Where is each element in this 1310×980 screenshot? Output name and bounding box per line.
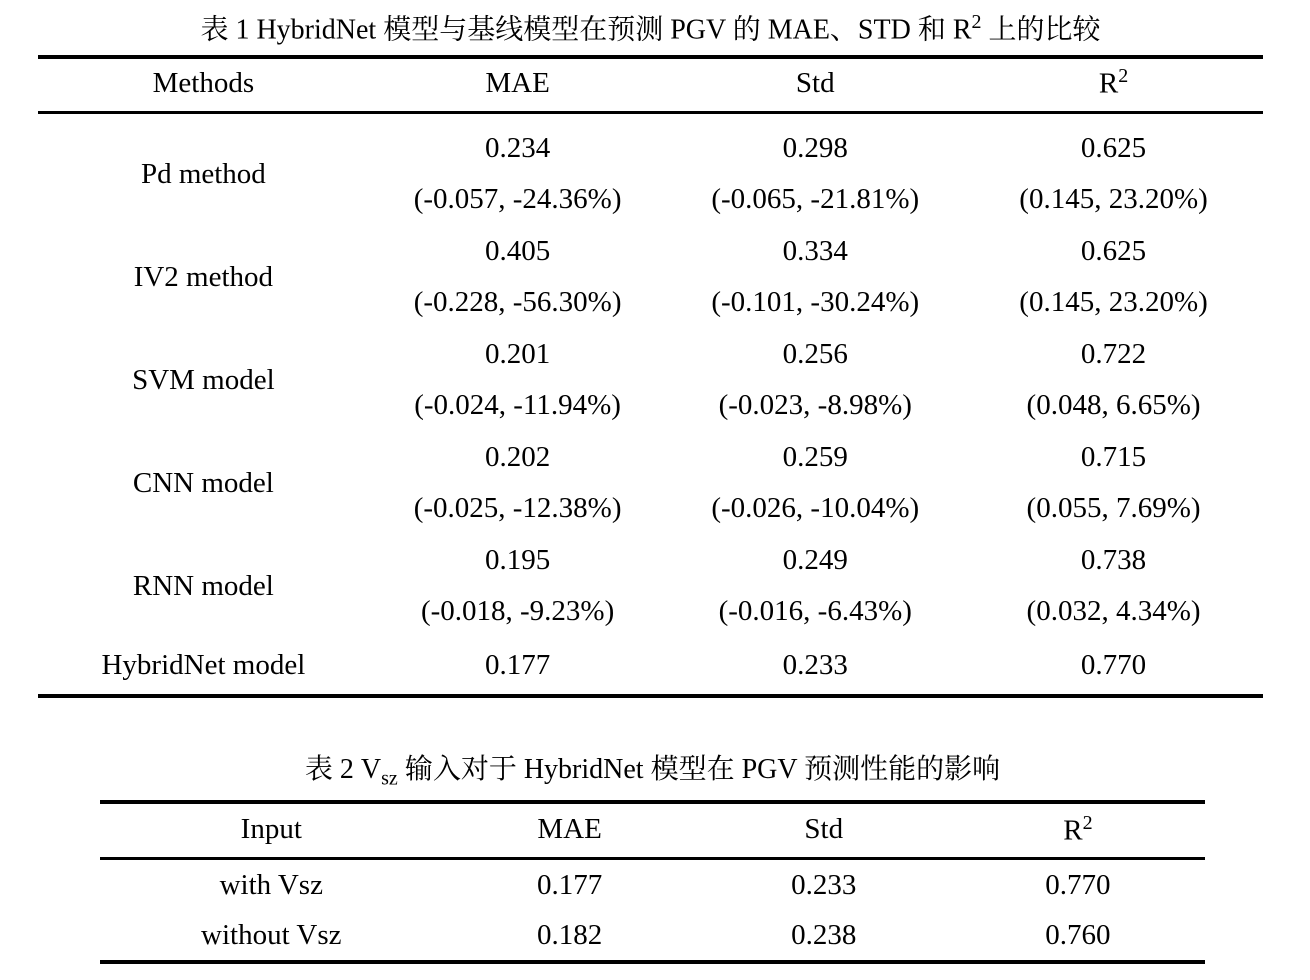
table-1-cell-r2: 0.625 <box>1080 234 1147 267</box>
table-1-cell-std-delta: (-0.065, -21.81%) <box>711 183 920 216</box>
table-2-header-std: Std <box>697 802 951 859</box>
table-1-cell-mae-delta: (-0.024, -11.94%) <box>414 389 621 422</box>
table-2-cell-r2: 0.760 <box>951 910 1205 962</box>
table-1-cell-std: 0.233 <box>666 638 964 696</box>
table-2-header-r2 <box>951 802 1205 859</box>
table-1-cell-std-delta: (-0.023, -8.98%) <box>718 389 912 422</box>
table-1-cell-mae-delta: (-0.025, -12.38%) <box>413 492 622 525</box>
table-1-cell-std: 0.334 <box>782 234 848 267</box>
table-1-cell-mae: 0.195 <box>484 543 551 576</box>
table-1-cell-r2: 0.625 <box>1080 131 1147 164</box>
table-2-header-row <box>100 802 1205 859</box>
table-2-cell-r2: 0.770 <box>1045 868 1111 901</box>
table-1-header-r2-superscript: 2 <box>1118 65 1129 88</box>
table-row <box>100 859 1205 911</box>
table-2-row-label: without Vsz <box>100 910 443 962</box>
table-1-body <box>38 112 1263 696</box>
table-1-cell-mae-delta: (-0.228, -56.30%) <box>413 286 622 319</box>
table-2-caption-pre: 表 2 V <box>304 754 382 785</box>
table-1-cell-std: 0.256 <box>782 337 848 370</box>
table-1-cell-r2: 0.738 <box>1080 543 1147 576</box>
table-2 <box>100 800 1205 965</box>
table-2-caption <box>100 752 1205 792</box>
table-2-row-label: with Vsz <box>219 868 323 901</box>
table-1-row-label: RNN model <box>132 569 274 602</box>
table-1-cell-std-delta: (-0.016, -6.43%) <box>718 595 912 628</box>
table-2-header-r2-superscript: 2 <box>1082 811 1093 834</box>
table-1-caption <box>38 10 1263 47</box>
table-1-row-label: Pd method <box>140 157 266 190</box>
table-1-cell-r2: 0.770 <box>964 638 1263 696</box>
table-2-header-input: Input <box>100 802 443 859</box>
table-1-header-r2-base: R <box>1098 67 1119 100</box>
table-1-cell-r2: 0.722 <box>1080 337 1147 370</box>
table-1-cell-std-delta: (-0.101, -30.24%) <box>711 286 920 319</box>
table-1-cell-r2-delta: (0.048, 6.65%) <box>1026 389 1201 422</box>
table-1-header-mae: MAE <box>369 57 667 112</box>
table-2-cell-mae: 0.177 <box>536 868 603 901</box>
table-1-cell-mae: 0.405 <box>484 234 551 267</box>
table-1-cell-std: 0.298 <box>782 131 848 164</box>
table-1-caption-post: 上的比较 <box>981 14 1101 46</box>
table-1-cell-mae: 0.202 <box>484 440 551 473</box>
table-1-cell-std: 0.249 <box>782 543 848 576</box>
table-1-cell-mae-delta: (-0.057, -24.36%) <box>413 183 622 216</box>
table-row <box>38 432 1263 483</box>
table-1-cell-r2-delta: (0.145, 23.20%) <box>1019 183 1208 216</box>
table-1-header-row <box>38 57 1263 112</box>
table-2-cell-std: 0.238 <box>697 910 951 962</box>
table-2-header <box>100 802 1205 859</box>
table-1-cell-r2: 0.715 <box>1080 440 1147 473</box>
table-1-row-label: SVM model <box>132 363 275 396</box>
table-2-header-mae: MAE <box>443 802 697 859</box>
table-2-cell-mae: 0.182 <box>443 910 697 962</box>
table-2-block <box>100 752 1205 964</box>
table-1 <box>38 55 1263 698</box>
table-row <box>38 535 1263 586</box>
table-1-cell-std: 0.259 <box>782 440 848 473</box>
table-1-cell-mae: 0.234 <box>484 131 551 164</box>
table-1-cell-r2-delta: (0.145, 23.20%) <box>1019 286 1208 319</box>
table-1-header <box>38 57 1263 112</box>
table-1-cell-std-delta: (-0.026, -10.04%) <box>711 492 920 525</box>
table-1-row-label: IV2 method <box>133 260 274 293</box>
table-1-cell-mae: 0.177 <box>369 638 667 696</box>
table-1-caption-pre: 表 1 HybridNet 模型与基线模型在预测 PGV 的 MAE、STD 和 R <box>200 14 972 46</box>
table-1-header-std: Std <box>666 57 964 112</box>
table-2-header-r2-base: R <box>1063 814 1083 847</box>
table-1-row-label: CNN model <box>132 466 274 499</box>
table-1-block <box>38 10 1263 698</box>
table-1-header-methods: Methods <box>38 57 369 112</box>
table-1-cell-r2-delta: (0.032, 4.34%) <box>1026 595 1201 628</box>
table-1-header-r2 <box>964 57 1263 112</box>
table-1-caption-superscript: 2 <box>971 11 982 33</box>
table-1-row-label: HybridNet model <box>38 638 369 696</box>
table-2-body <box>100 859 1205 963</box>
table-2-cell-std: 0.233 <box>791 868 857 901</box>
table-row <box>100 910 1205 962</box>
table-row <box>38 226 1263 277</box>
table-1-cell-mae: 0.201 <box>484 337 551 370</box>
table-1-cell-r2-delta: (0.055, 7.69%) <box>1026 492 1201 525</box>
table-1-cell-mae-delta: (-0.018, -9.23%) <box>420 595 615 628</box>
table-row <box>38 112 1263 174</box>
table-2-caption-subscript: sz <box>381 767 398 790</box>
table-row <box>38 329 1263 380</box>
table-row-highlight <box>38 638 1263 696</box>
table-2-caption-post: 输入对于 HybridNet 模型在 PGV 预测性能的影响 <box>397 754 1001 785</box>
